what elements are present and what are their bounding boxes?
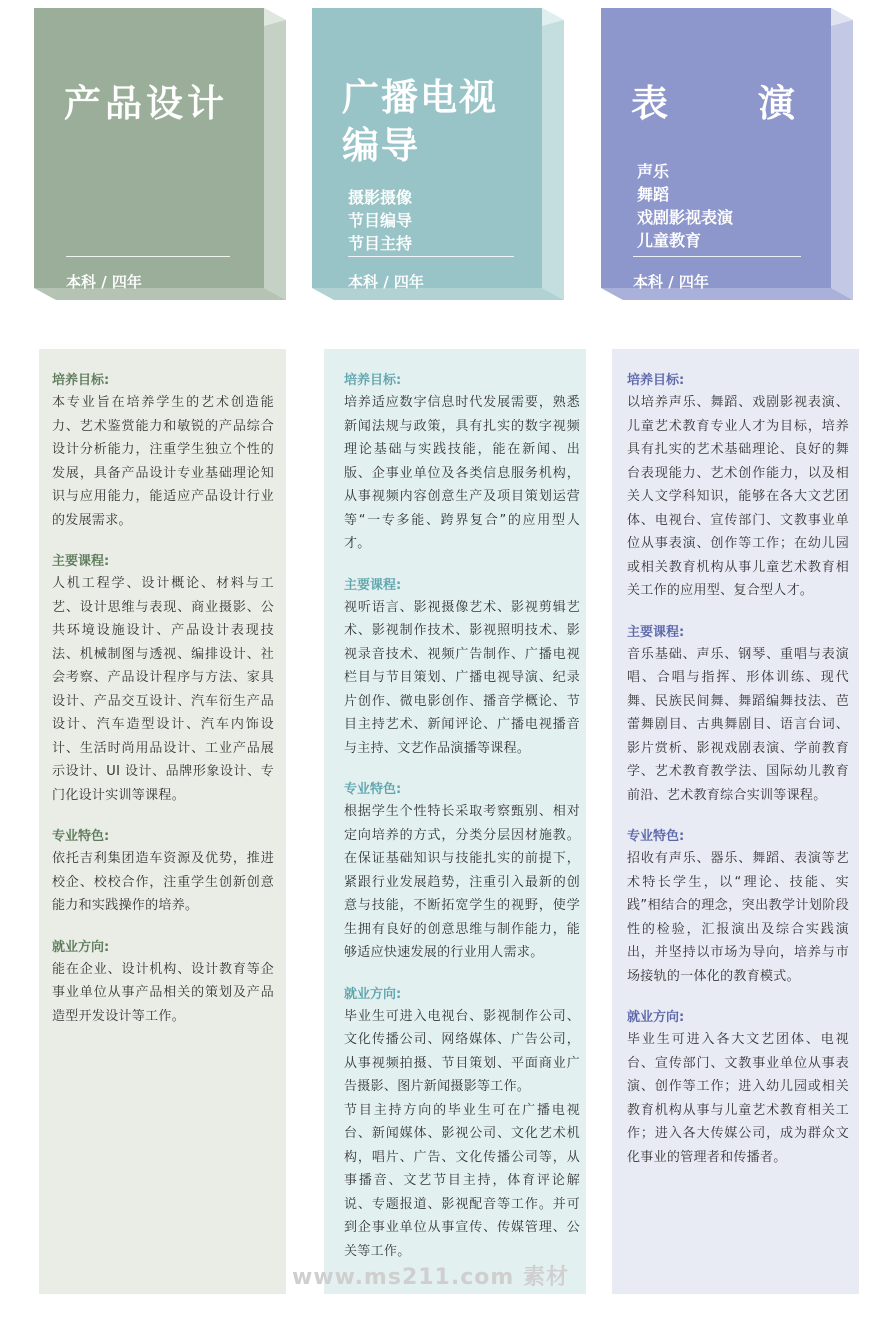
section-heading: 就业方向: [344, 986, 402, 1002]
major-title: 产品设计 [64, 82, 228, 125]
sub-direction-item: 节目编导 [348, 211, 413, 230]
divider-line [633, 256, 801, 257]
major-header-box [601, 0, 861, 335]
sub-direction-item: 节目主持 [348, 234, 413, 253]
sub-direction-item: 摄影摄像 [348, 188, 413, 207]
major-title-char: 演 [758, 82, 797, 125]
section-heading: 专业特色: [52, 829, 110, 844]
sub-directions [637, 160, 733, 252]
section-body: 人机工程学、设计概论、材料与工艺、设计思维与表现、商业摄影、公共环境设施设计、产品设计表现技法、机械制图与透视、编排设计、社会考察、产品设计程序与方法、家具设计、产品交互设计、汽车衍生产品设计、汽车造型设计、汽车内饰设计、生活时尚用品设计、工业产品展示设计、UI 设计、品牌形象设计、专门化设计实训等课程。 [52, 576, 274, 803]
sub-direction-item: 儿童教育 [637, 231, 702, 250]
section-body: 根据学生个性特长采取考察甄别、相对定向培养的方式，分类分层因材施教。在保证基础知识与技能扎实的前提下，紧跟行业发展趋势，注重引入最新的创意与技能，不断拓宽学生的视野，使学生拥有良好的创意思维与制作能力，能够适应快速发展的行业用人需求。 [344, 804, 580, 960]
major-column-performance [601, 0, 861, 1332]
section-body: 毕业生可进入各大文艺团体、电视台、宣传部门、文教事业单位从事表演、创作等工作；进入幼儿园或相关教育机构从事与儿童艺术教育相关工作；进入各大传媒公司，成为群众文化事业的管理者和传播者。 [627, 1032, 849, 1165]
divider-line [66, 256, 230, 257]
watermark-text: www.ms211.com 素材 [292, 1265, 569, 1290]
sub-direction-item: 声乐 [637, 162, 670, 181]
major-title [631, 80, 797, 128]
degree-duration: 本科 / 四年 [348, 273, 424, 291]
sub-direction-item: 舞蹈 [637, 185, 670, 204]
major-column-broadcast-directing [312, 0, 580, 1332]
major-detail-panel [612, 349, 859, 1294]
section-heading: 培养目标: [52, 373, 110, 388]
degree-duration: 本科 / 四年 [66, 273, 142, 291]
section-body: 依托吉利集团造车资源及优势，推进校企、校校合作，注重学生创新创意能力和实践操作的培养。 [52, 851, 274, 913]
section-body: 毕业生可进入电视台、影视制作公司、文化传播公司、网络媒体、广告公司，从事视频拍摄、节目策划、平面商业广告摄影、图片新闻摄影等工作。 节目主持方向的毕业生可在广播电视台、新闻媒体、影视公司、文化艺术机构，唱片、广告、文化传播公司等，从事播音、文艺节目主持，体育评论解说、专题报道、影视配音等工作。并可到企事业单位从事宣传、传媒管理、公关等工作。 [344, 1008, 580, 1259]
sub-directions [348, 186, 412, 255]
major-header-box [34, 0, 294, 335]
section-body: 培养适应数字信息时代发展需要，熟悉新闻法规与政策，具有扎实的数字视频理论基础与实践技能，能在新闻、出版、企事业单位及各类信息服务机构，从事视频内容创意生产及项目策划运营等“一专多能、跨界复合”的应用型人才。 [344, 395, 580, 551]
section-heading: 主要课程: [344, 577, 402, 593]
major-title-char: 表 [631, 82, 670, 125]
major-column-product-design [34, 0, 294, 1332]
major-detail-panel [39, 349, 286, 1294]
section-body: 本专业旨在培养学生的艺术创造能力、艺术鉴赏能力和敏锐的产品综合设计分析能力，注重学生独立个性的发展，具备产品设计专业基础理论知识与应用能力，能适应产品设计行业的发展需求。 [52, 395, 274, 528]
section-heading: 专业特色: [344, 782, 402, 797]
major-title: 广播电视 编导 [342, 76, 498, 167]
section-heading: 主要课程: [627, 624, 685, 640]
major-header-box [312, 0, 572, 335]
section-heading: 主要课程: [52, 554, 110, 569]
section-body: 音乐基础、声乐、钢琴、重唱与表演唱、合唱与指挥、形体训练、现代舞、民族民间舞、舞蹈编舞技法、芭蕾舞剧目、古典舞剧目、语言台词、影片赏析、影视戏剧表演、学前教育学、艺术教育教学法、国际幼儿教育前沿、艺术教育综合实训等课程。 [627, 646, 849, 803]
section-body: 能在企业、设计机构、设计教育等企事业单位从事产品相关的策划及产品造型开发设计等工作。 [52, 961, 274, 1024]
section-heading: 培养目标: [627, 373, 685, 388]
section-body: 以培养声乐、舞蹈、戏剧影视表演、儿童艺术教育专业人才为目标，培养具有扎实的艺术基础理论、良好的舞台表现能力、艺术创作能力，以及相关人文学科知识，能够在各大文艺团体、电视台、宣传部门、文教事业单位从事表演、创作等工作；在幼儿园或相关教育机构从事儿童艺术教育相关工作的应用型、复合型人才。 [627, 395, 849, 598]
section-heading: 培养目标: [344, 373, 402, 388]
sub-direction-item: 戏剧影视表演 [637, 208, 734, 227]
section-heading: 就业方向: [627, 1010, 685, 1025]
degree-duration: 本科 / 四年 [633, 273, 709, 291]
section-heading: 专业特色: [627, 829, 685, 844]
section-body: 招收有声乐、器乐、舞蹈、表演等艺术特长学生，以“理论、技能、实践”相结合的理念，突出教学计划阶段性的检验，汇报演出及综合实践演出，并坚持以市场为导向，培养与市场接轨的一体化的教育模式。 [627, 851, 849, 984]
divider-line [348, 256, 514, 257]
major-detail-panel [324, 349, 586, 1294]
section-body: 视听语言、影视摄像艺术、影视剪辑艺术、影视制作技术、影视照明技术、影视录音技术、视频广告制作、广播电视栏目与节目策划、广播电视导演、纪录片创作、微电影创作、播音学概论、节目主持艺术、新闻评论、广播电视播音与主持、文艺作品演播等课程。 [344, 599, 580, 756]
section-heading: 就业方向: [52, 939, 110, 955]
